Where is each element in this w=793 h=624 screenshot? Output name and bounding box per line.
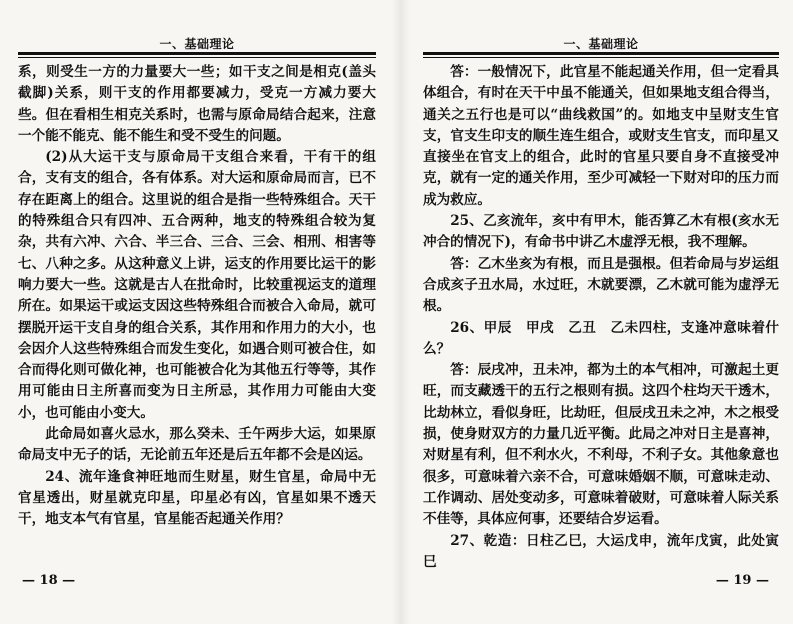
running-head: 一、基础理论 xyxy=(159,37,235,51)
paragraph: 25、乙亥流年，亥中有甲木，能否算乙木有根(亥水无冲合的情况下)，有命书中讲乙木虚浮无根，我不理解。 xyxy=(423,213,779,251)
paragraph: 答：辰戌冲，丑未冲，都为土的本气相冲，可激起土更旺，而支藏透干的五行之根则有损。这四个柱均天干透木，比劫林立，看似身旺，比劫旺，但辰戌丑未之冲，木之根受损，使身财双方的力量几近平衡。此局之冲对日主是喜神，对财星有利，但不利水火，不利母，不利子女。其他象意也很多，可意味着六亲不合，可意味婚姻不顺，可意味走动、工作调动、居处变动多，可意味着破财，可意味着人际关系不佳等，具体应何事，还要结合岁运看。 xyxy=(423,362,779,528)
page-number: — 18 — xyxy=(22,573,76,588)
paragraph: 此命局如喜火忌水，那么癸未、壬午两步大运，如果原命局支中无子的话，无论前五年还是后五年都不会是凶运。 xyxy=(18,426,376,464)
paragraph: 答：一般情况下，此官星不能起通关作用，但一定看具体组合，有时在天干中虽不能通关，但如果地支组合得当，通关之五行也是可以“曲线救国”的。如地支中呈财支生官支，官支生印支的顺生连生组合，或财支生官支，而印星又直接坐在官支上的组合，此时的官星只要自身不直接受冲克，就有一定的通关作用，至少可减轻一下财对印的压力而成为救应。 xyxy=(423,64,779,208)
running-head: 一、基础理论 xyxy=(563,37,639,51)
paragraph: 27、乾造：日柱乙巳，大运戊申，流年戊寅，此处寅巳 xyxy=(423,532,779,570)
header-rule xyxy=(423,52,779,55)
left-page xyxy=(18,0,376,624)
paragraph: 26、甲辰 甲戌 乙丑 乙未四柱，支逢冲意味着什么？ xyxy=(423,319,779,357)
paragraph: 24、流年逢食神旺地而生财星，财生官星，命局中无官星透出，财星就克印星，印星必有凶，官星如果不透天干，地支本气有官星，官星能否起通关作用？ xyxy=(18,468,376,528)
body-text xyxy=(18,62,376,531)
paragraph: (2)从大运干支与原命局干支组合来看，干有干的组合，支有支的组合，各有体系。对大运和原命局而言，已不存在距离上的组合。这里说的组合是指一些特殊组合。天干的特殊组合只有四冲、五合两种，地支的特殊组合较为复杂，共有六冲、六合、半三合、三合、三会、相刑、相害等七、八种之多。从这种意义上讲，运支的作用要比运干的影响力要大一些。这就是古人在批命时，比较重视运支的道理所在。如果运干或运支因这些特殊组合而被合入命局，就可摆脱开运干支自身的组合关系，其作用和作用力的大小，也会因介人这些特殊组合而发生变化，如遇合则可被合住，如合而得化则可做化神，也可能被合化为其他五行等等，其作用可能由日主所喜而变为日主所忌，其作用力可能由大变小，也可能由小变大。 xyxy=(18,149,376,421)
page-number: — 19 — xyxy=(715,573,769,588)
paragraph: 答：乙木坐亥为有根，而且是强根。但若命局与岁运组合成亥子丑水局，水过旺，木就要漂，乙木就可能为虚浮无根。 xyxy=(423,255,779,315)
body-text xyxy=(423,62,779,573)
paragraph: 系，则受生一方的力量要大一些；如干支之间是相克(盖头截脚)关系，则干支的作用都要减力，受克一方减力要大些。但在看相生相克关系时，也需与原命局结合起来，注意一个能不能克、能不能生和受不受生的问题。 xyxy=(18,64,376,144)
right-page xyxy=(423,0,779,624)
header-rule xyxy=(18,52,376,55)
gutter xyxy=(392,0,410,624)
